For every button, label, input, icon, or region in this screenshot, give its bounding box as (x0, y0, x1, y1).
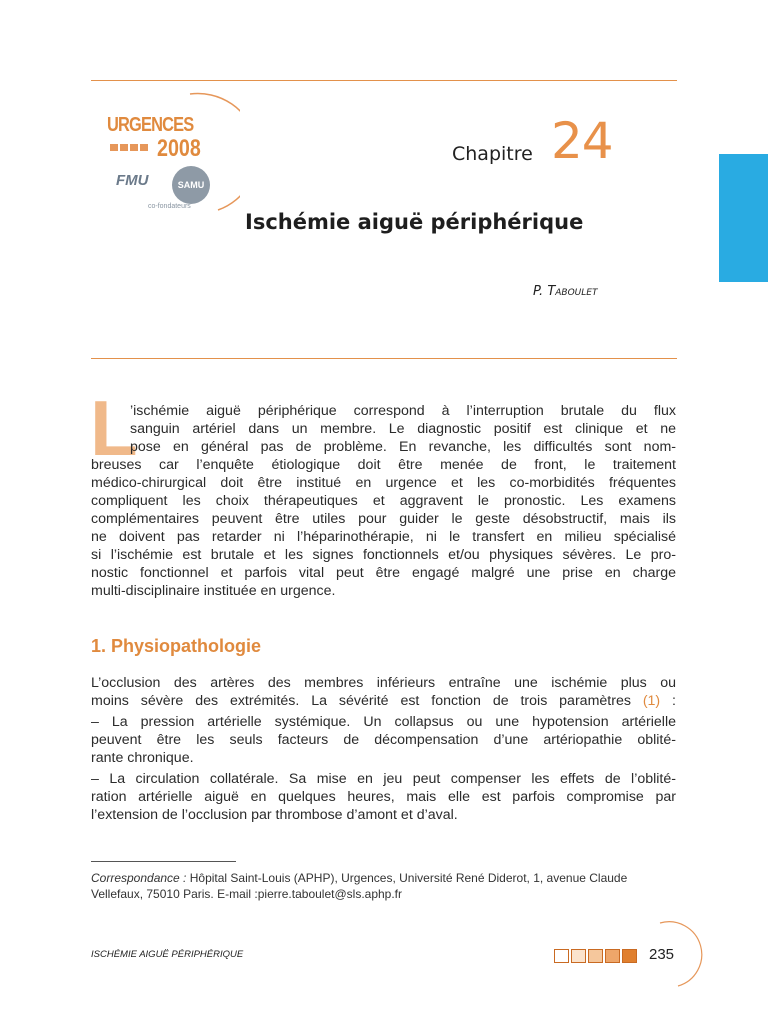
page-number: 235 (649, 946, 675, 963)
section-heading: 1. Physiopathologie (91, 636, 262, 656)
logo-squares (110, 144, 148, 151)
footnote-line: Vellefaux, 75010 Paris. E-mail :pierre.taboulet@sls.aphp.fr (91, 887, 403, 901)
footer-squares (554, 949, 637, 963)
author-initial: P. (533, 284, 548, 299)
top-rule (91, 80, 677, 81)
footnote-line (91, 870, 676, 886)
intro-line: si l’ischémie est brutale et les signes fonctionnels et/ou physiques sévères. Le pro- (91, 547, 676, 563)
author (533, 284, 597, 299)
footer-square (588, 949, 603, 963)
section-line (91, 692, 676, 710)
logo-year: 2008 (157, 135, 201, 162)
author-name: Taboulet (547, 284, 598, 299)
logo-cofounders: co-fondateurs (148, 203, 191, 210)
intro-line: médico-chirurgical doit être institué en urgence et les co-morbidités fréquentes (91, 475, 676, 491)
intro-line: compliquent les choix thérapeutiques et aggravent le pronostic. Les examens (91, 493, 676, 509)
chapter-label: Chapitre (452, 143, 533, 165)
chapter-side-tab (719, 154, 768, 282)
fmu-logo: FMU (116, 172, 149, 189)
section-line-end: : (660, 693, 676, 709)
section-line: l’extension de l’occlusion par thrombose d’amont et d’aval. (91, 807, 458, 823)
chapter-number: 24 (551, 112, 613, 170)
footer-square (554, 949, 569, 963)
footnote-text: Hôpital Saint-Louis (APHP), Urgences, Université René Diderot, 1, avenue Claude (186, 871, 628, 885)
drop-cap: L (90, 384, 138, 472)
section-line: ration artérielle aiguë en quelques heures, mais elle est parfois compromise par (91, 789, 676, 805)
logo-title: URGENCES (107, 114, 194, 136)
section-line-text: moins sévère des extrémités. La sévérité est fonction de trois paramètres (91, 693, 643, 709)
intro-line: sanguin artériel dans un membre. Le diagnostic positif est clinique et ne (130, 421, 676, 437)
urgences-logo (100, 90, 240, 220)
samu-logo: SAMU (172, 166, 210, 204)
section-line: rante chronique. (91, 750, 194, 766)
footer-square (622, 949, 637, 963)
intro-line: complémentaires peuvent être utiles pour guider le geste désobstructif, mais ils (91, 511, 676, 527)
section-line: peuvent être les seuls facteurs de décompensation d’une artériopathie oblité- (91, 732, 676, 748)
intro-line: nostic fonctionnel et parfois vital peut être engagé malgré une prise en charge (91, 565, 676, 581)
intro-line: ’ischémie aiguë périphérique correspond à l’interruption brutale du flux (130, 403, 676, 419)
intro-line: pose en général pas de problème. En revanche, les difficultés sont nom- (130, 439, 676, 455)
footer-square (571, 949, 586, 963)
section-line: L’occlusion des artères des membres inférieurs entraîne une ischémie plus ou (91, 675, 676, 691)
intro-line: multi-disciplinaire instituée en urgence. (91, 583, 336, 599)
section-line: – La circulation collatérale. Sa mise en jeu peut compenser les effets de l’oblité- (91, 771, 676, 787)
header-bottom-rule (91, 358, 677, 359)
running-title: ISCHÉMIE AIGUË PÉRIPHÉRIQUE (91, 949, 244, 960)
intro-line: breuses car l’enquête étiologique doit être menée de front, le traitement (91, 457, 676, 473)
chapter-title: Ischémie aiguë périphérique (245, 210, 584, 234)
section-line: – La pression artérielle systémique. Un collapsus ou une hypotension artérielle (91, 714, 676, 730)
reference-link[interactable]: (1) (642, 693, 661, 709)
footnote-label: Correspondance : (91, 871, 187, 885)
intro-line: ne doivent pas retarder ni l’héparinothérapie, ni le transfert en milieu spécialisé (91, 529, 676, 545)
footer-square (605, 949, 620, 963)
footnote-rule (91, 861, 236, 862)
